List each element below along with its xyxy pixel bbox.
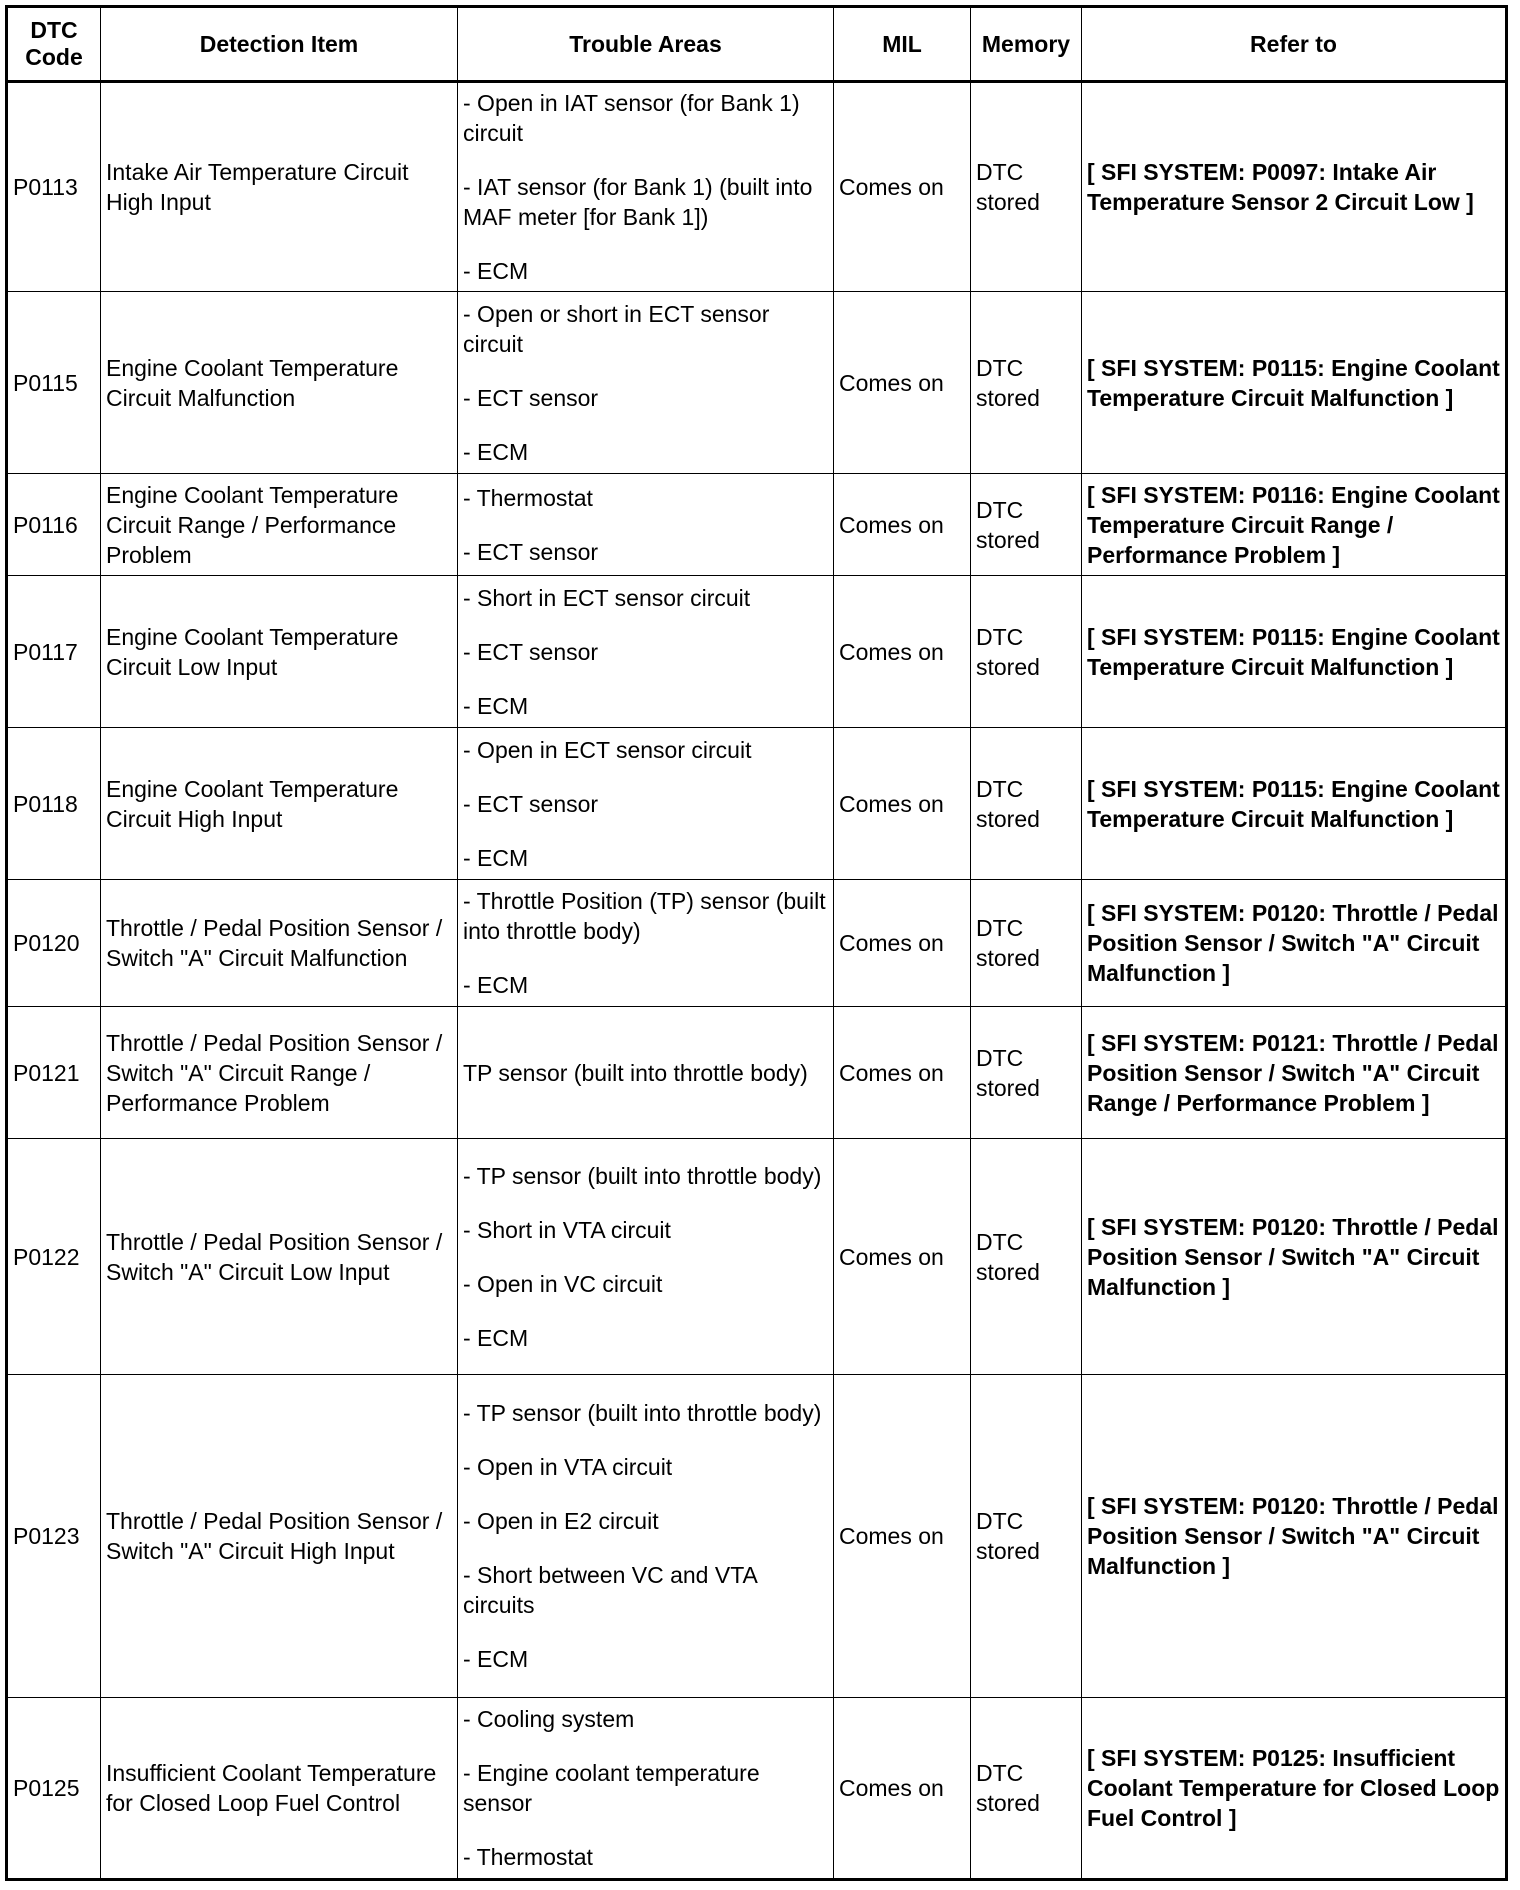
dtc-code-cell: P0122: [7, 1139, 101, 1375]
memory-cell: DTC stored: [971, 728, 1082, 880]
mil-cell: Comes on: [834, 1139, 971, 1375]
detection-item-cell: Throttle / Pedal Position Sensor / Switch "A" Circuit Range / Performance Problem: [101, 1007, 458, 1139]
trouble-area-item: TP sensor (built into throttle body): [463, 1059, 808, 1086]
detection-item-cell: Throttle / Pedal Position Sensor / Switch "A" Circuit Malfunction: [101, 880, 458, 1007]
mil-cell: Comes on: [834, 1375, 971, 1698]
trouble-areas-cell: [458, 1139, 834, 1375]
dtc-code-cell: P0116: [7, 474, 101, 576]
refer-to-cell[interactable]: [ SFI SYSTEM: P0120: Throttle / Pedal Position Sensor / Switch "A" Circuit Malfunction ]: [1082, 1139, 1507, 1375]
trouble-area-item: - ECM: [463, 844, 529, 871]
memory-cell: DTC stored: [971, 1139, 1082, 1375]
mil-cell: Comes on: [834, 1698, 971, 1880]
memory-cell: DTC stored: [971, 82, 1082, 292]
refer-to-cell[interactable]: [ SFI SYSTEM: P0116: Engine Coolant Temperature Circuit Range / Performance Problem ]: [1082, 474, 1507, 576]
trouble-area-item: - Open or short in ECT sensor circuit: [463, 300, 770, 357]
detection-item-cell: Engine Coolant Temperature Circuit Range / Performance Problem: [101, 474, 458, 576]
mil-cell: Comes on: [834, 1007, 971, 1139]
table-row: [7, 728, 1507, 880]
detection-item-cell: Intake Air Temperature Circuit High Input: [101, 82, 458, 292]
trouble-areas-cell: [458, 576, 834, 728]
refer-to-cell[interactable]: [ SFI SYSTEM: P0120: Throttle / Pedal Position Sensor / Switch "A" Circuit Malfunction ]: [1082, 1375, 1507, 1698]
trouble-area-item: - ECT sensor: [463, 790, 599, 817]
memory-cell: DTC stored: [971, 474, 1082, 576]
memory-cell: DTC stored: [971, 880, 1082, 1007]
refer-to-cell[interactable]: [ SFI SYSTEM: P0097: Intake Air Temperature Sensor 2 Circuit Low ]: [1082, 82, 1507, 292]
dtc-code-cell: P0118: [7, 728, 101, 880]
header-mil: MIL: [834, 7, 971, 82]
trouble-areas-cell: [458, 82, 834, 292]
refer-to-cell[interactable]: [ SFI SYSTEM: P0125: Insufficient Coolant Temperature for Closed Loop Fuel Control ]: [1082, 1698, 1507, 1880]
trouble-area-item: - ECM: [463, 1324, 529, 1351]
trouble-areas-cell: [458, 1007, 834, 1139]
trouble-areas-cell: [458, 1698, 834, 1880]
header-memory: Memory: [971, 7, 1082, 82]
dtc-code-cell: P0120: [7, 880, 101, 1007]
trouble-area-item: - ECM: [463, 258, 529, 284]
mil-cell: Comes on: [834, 474, 971, 576]
trouble-area-item: - Engine coolant temperature sensor: [463, 1760, 760, 1816]
detection-item-cell: Insufficient Coolant Temperature for Closed Loop Fuel Control: [101, 1698, 458, 1880]
header-detection-item: Detection Item: [101, 7, 458, 82]
trouble-area-item: - TP sensor (built into throttle body): [463, 1400, 822, 1426]
refer-to-cell[interactable]: [ SFI SYSTEM: P0120: Throttle / Pedal Position Sensor / Switch "A" Circuit Malfunction ]: [1082, 880, 1507, 1007]
trouble-areas-cell: [458, 1375, 834, 1698]
trouble-area-item: - ECT sensor: [463, 638, 599, 665]
table-row: [7, 880, 1507, 1007]
dtc-code-cell: P0117: [7, 576, 101, 728]
detection-item-cell: Engine Coolant Temperature Circuit Low Input: [101, 576, 458, 728]
trouble-area-item: - Open in E2 circuit: [463, 1508, 659, 1534]
table-row: [7, 1375, 1507, 1698]
dtc-table: [5, 5, 1508, 1881]
dtc-table-container: [5, 5, 1508, 1881]
trouble-area-item: - Cooling system: [463, 1706, 635, 1732]
trouble-area-item: - Throttle Position (TP) sensor (built into throttle body): [463, 888, 826, 944]
table-row: [7, 82, 1507, 292]
header-row: [7, 7, 1507, 82]
header-dtc-code: DTC Code: [7, 7, 101, 82]
trouble-areas-cell: [458, 728, 834, 880]
trouble-area-item: - Short between VC and VTA circuits: [463, 1562, 757, 1618]
trouble-area-item: - ECT sensor: [463, 384, 599, 411]
trouble-area-item: - ECM: [463, 438, 529, 465]
table-row: [7, 1698, 1507, 1880]
refer-to-cell[interactable]: [ SFI SYSTEM: P0115: Engine Coolant Temperature Circuit Malfunction ]: [1082, 292, 1507, 474]
trouble-area-item: - Short in ECT sensor circuit: [463, 584, 751, 611]
trouble-area-item: - Thermostat: [463, 484, 593, 511]
memory-cell: DTC stored: [971, 1698, 1082, 1880]
trouble-area-item: - ECT sensor: [463, 538, 599, 565]
table-row: [7, 1139, 1507, 1375]
mil-cell: Comes on: [834, 292, 971, 474]
detection-item-cell: Engine Coolant Temperature Circuit High Input: [101, 728, 458, 880]
table-row: [7, 292, 1507, 474]
dtc-code-cell: P0115: [7, 292, 101, 474]
trouble-area-item: - IAT sensor (for Bank 1) (built into MAF meter [for Bank 1]): [463, 174, 813, 230]
trouble-area-item: - TP sensor (built into throttle body): [463, 1162, 822, 1189]
trouble-areas-cell: [458, 474, 834, 576]
trouble-area-item: - Short in VTA circuit: [463, 1216, 671, 1243]
header-refer-to: Refer to: [1082, 7, 1507, 82]
header-trouble-areas: Trouble Areas: [458, 7, 834, 82]
memory-cell: DTC stored: [971, 1375, 1082, 1698]
table-row: [7, 576, 1507, 728]
trouble-area-item: - Open in VC circuit: [463, 1270, 663, 1297]
trouble-area-item: - Thermostat: [463, 1844, 593, 1870]
refer-to-cell[interactable]: [ SFI SYSTEM: P0121: Throttle / Pedal Position Sensor / Switch "A" Circuit Range / Performance Problem ]: [1082, 1007, 1507, 1139]
memory-cell: DTC stored: [971, 292, 1082, 474]
dtc-code-cell: P0123: [7, 1375, 101, 1698]
table-row: [7, 1007, 1507, 1139]
trouble-areas-cell: [458, 292, 834, 474]
trouble-areas-cell: [458, 880, 834, 1007]
mil-cell: Comes on: [834, 880, 971, 1007]
trouble-area-item: - ECM: [463, 1646, 529, 1672]
dtc-table-body: [7, 82, 1507, 1880]
refer-to-cell[interactable]: [ SFI SYSTEM: P0115: Engine Coolant Temperature Circuit Malfunction ]: [1082, 576, 1507, 728]
memory-cell: DTC stored: [971, 1007, 1082, 1139]
mil-cell: Comes on: [834, 82, 971, 292]
trouble-area-item: - Open in ECT sensor circuit: [463, 736, 752, 763]
trouble-area-item: - ECM: [463, 692, 529, 719]
trouble-area-item: - Open in IAT sensor (for Bank 1) circuit: [463, 90, 800, 146]
dtc-code-cell: P0125: [7, 1698, 101, 1880]
detection-item-cell: Throttle / Pedal Position Sensor / Switch "A" Circuit Low Input: [101, 1139, 458, 1375]
trouble-area-item: - Open in VTA circuit: [463, 1454, 673, 1480]
dtc-code-cell: P0121: [7, 1007, 101, 1139]
detection-item-cell: Engine Coolant Temperature Circuit Malfunction: [101, 292, 458, 474]
mil-cell: Comes on: [834, 576, 971, 728]
detection-item-cell: Throttle / Pedal Position Sensor / Switch "A" Circuit High Input: [101, 1375, 458, 1698]
memory-cell: DTC stored: [971, 576, 1082, 728]
trouble-area-item: - ECM: [463, 972, 529, 998]
refer-to-cell[interactable]: [ SFI SYSTEM: P0115: Engine Coolant Temperature Circuit Malfunction ]: [1082, 728, 1507, 880]
mil-cell: Comes on: [834, 728, 971, 880]
table-row: [7, 474, 1507, 576]
dtc-code-cell: P0113: [7, 82, 101, 292]
